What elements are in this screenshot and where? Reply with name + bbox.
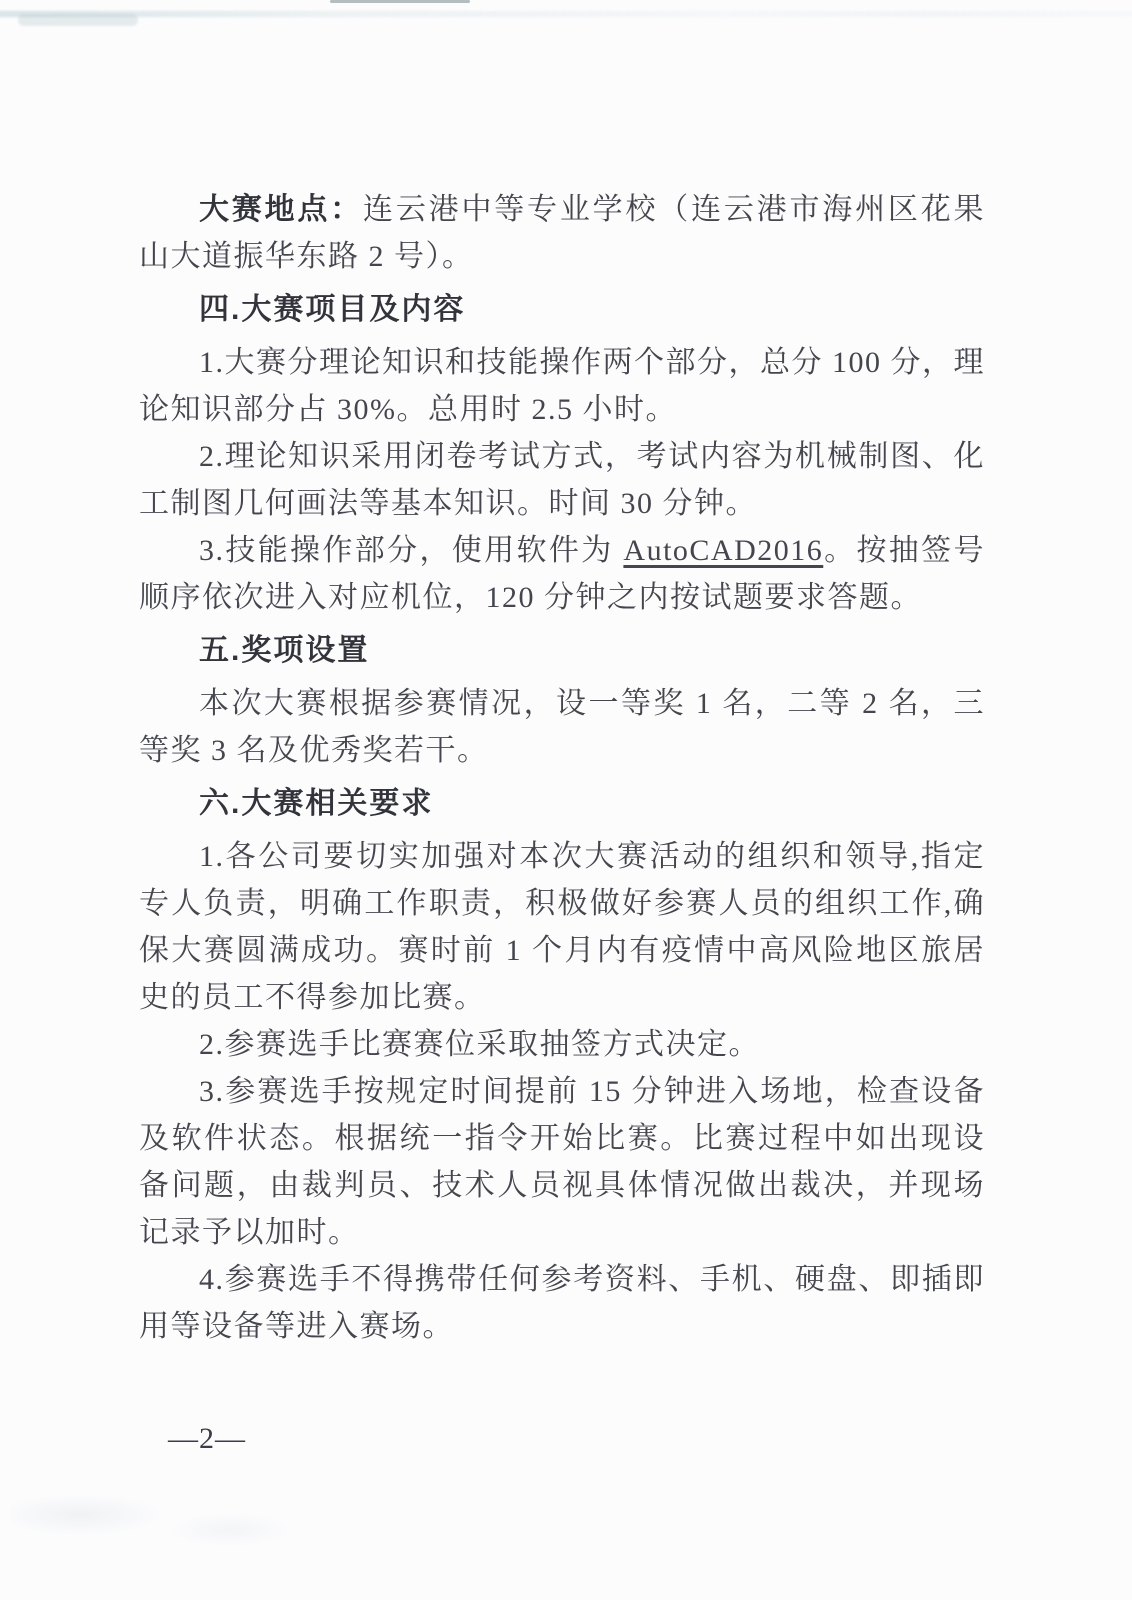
scan-artifact-left-smudge: [18, 14, 138, 26]
text-run: 六.大赛相关要求: [199, 787, 434, 820]
text-run: 2.参赛选手比赛赛位采取抽签方式决定。: [199, 1028, 760, 1061]
text-run: 2.理论知识采用闭卷考试方式，考试内容为机械制图、化工制图几何画法等基本知识。时间 30 分钟。: [139, 440, 985, 520]
text-run: 五.奖项设置: [199, 634, 370, 667]
paragraph: [139, 186, 985, 280]
document-body: [139, 186, 985, 1350]
text-run: 1.大赛分理论知识和技能操作两个部分，总分 100 分，理论知识部分占 30%。总用时 2.5 小时。: [139, 346, 985, 426]
paragraph: [139, 339, 985, 433]
paragraph: [139, 1021, 985, 1068]
text-run: 3.参赛选手按规定时间提前 15 分钟进入场地，检查设备及软件状态。根据统一指令开始比赛。比赛过程中如出现设备问题，由裁判员、技术人员视具体情况做出裁决，并现场记录予以加时。: [139, 1075, 985, 1249]
text-run: 4.参赛选手不得携带任何参考资料、手机、硬盘、即插即用等设备等进入赛场。: [139, 1263, 985, 1343]
text-run: 1.各公司要切实加强对本次大赛活动的组织和领导,指定专人负责，明确工作职责，积极做好参赛人员的组织工作,确保大赛圆满成功。赛时前 1 个月内有疫情中高风险地区旅居史的员工不得参加比赛。: [139, 840, 985, 1014]
text-run: 本次大赛根据参赛情况，设一等奖 1 名，二等 2 名，三等奖 3 名及优秀奖若干。: [139, 687, 985, 767]
paragraph: [139, 833, 985, 1021]
underlined-text: AutoCAD2016: [623, 534, 824, 567]
scan-artifact-bottom-smudge: [10, 1485, 310, 1565]
text-run: 四.大赛项目及内容: [199, 293, 466, 326]
section-heading: [139, 780, 985, 827]
section-heading: [139, 286, 985, 333]
bold-label: 大赛地点：: [199, 193, 364, 226]
paragraph: [139, 527, 985, 621]
paragraph: [139, 1068, 985, 1256]
scan-artifact-top-streak: [0, 9, 1132, 19]
scan-artifact-top-mark: [330, 0, 470, 3]
paragraph: [139, 433, 985, 527]
page-number: —2—: [168, 1422, 246, 1455]
section-heading: [139, 627, 985, 674]
paragraph: [139, 1256, 985, 1350]
text-run: 。按抽签号顺序依次进入对应机位，120 分钟之内按试题要求答题。: [139, 534, 986, 614]
paragraph: [139, 680, 985, 774]
text-run: 3.技能操作部分，使用软件为: [199, 534, 624, 567]
text-run: 连云港中等专业学校（连云港市海州区花果山大道振华东路 2 号）。: [139, 193, 986, 273]
